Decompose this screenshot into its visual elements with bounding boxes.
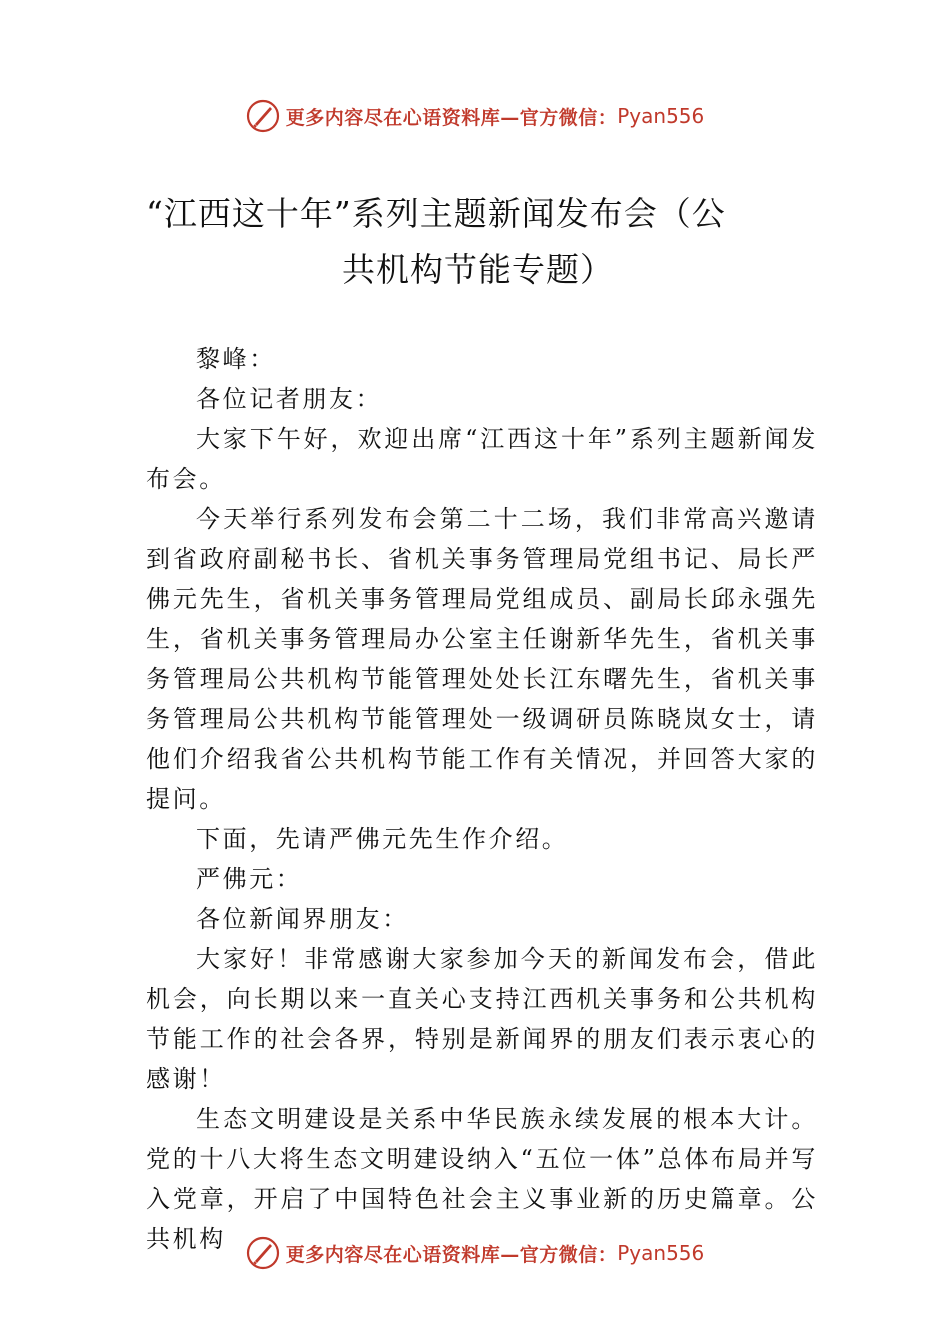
page-title-line-2: 共机构节能专题） xyxy=(342,250,614,289)
salutation: 各位记者朋友： xyxy=(196,385,383,413)
watermark-text: 更多内容尽在心语资料库—官方微信： xyxy=(285,1243,618,1266)
body-paragraph: 生态文明建设是关系中华民族永续发展的根本大计。党的十八大将生态文明建设纳入“五位一体”总体布局并写入党章，开启了中国特色社会主义事业新的历史篇章。公共机构 xyxy=(146,1105,818,1253)
body-paragraph: 大家下午好，欢迎出席“江西这十年”系列主题新闻发布会。 xyxy=(146,425,818,493)
quill-pen-logo-icon xyxy=(246,1236,280,1270)
body-paragraph: 下面，先请严佛元先生作介绍。 xyxy=(196,825,569,853)
salutation: 各位新闻界朋友： xyxy=(196,905,409,933)
header-watermark xyxy=(0,96,950,136)
footer-watermark xyxy=(0,1233,950,1273)
body-paragraph: 今天举行系列发布会第二十二场，我们非常高兴邀请到省政府副秘书长、省机关事务管理局党组书记、局长严佛元先生，省机关事务管理局党组成员、副局长邱永强先生，省机关事务管理局办公室主任谢新华先生，省机关事务管理局公共机构节能管理处处长江东曙先生，省机关事务管理局公共机构节能管理处一级调研员陈晓岚女士，请他们介绍我省公共机构节能工作有关情况，并回答大家的提问。 xyxy=(146,505,818,813)
page-title-line-1: “江西这十年”系列主题新闻发布会（公 xyxy=(146,194,726,233)
watermark-wechat-id: Pyan556 xyxy=(617,1241,705,1265)
speaker-label: 黎峰： xyxy=(196,345,276,373)
watermark-text: 更多内容尽在心语资料库—官方微信： xyxy=(285,106,618,129)
speaker-label: 严佛元： xyxy=(196,865,303,893)
document-body xyxy=(146,339,818,1259)
watermark-wechat-id: Pyan556 xyxy=(617,104,705,128)
body-paragraph: 大家好！非常感谢大家参加今天的新闻发布会，借此机会，向长期以来一直关心支持江西机关事务和公共机构节能工作的社会各界，特别是新闻界的朋友们表示衷心的感谢！ xyxy=(146,945,818,1093)
quill-pen-logo-icon xyxy=(246,99,280,133)
